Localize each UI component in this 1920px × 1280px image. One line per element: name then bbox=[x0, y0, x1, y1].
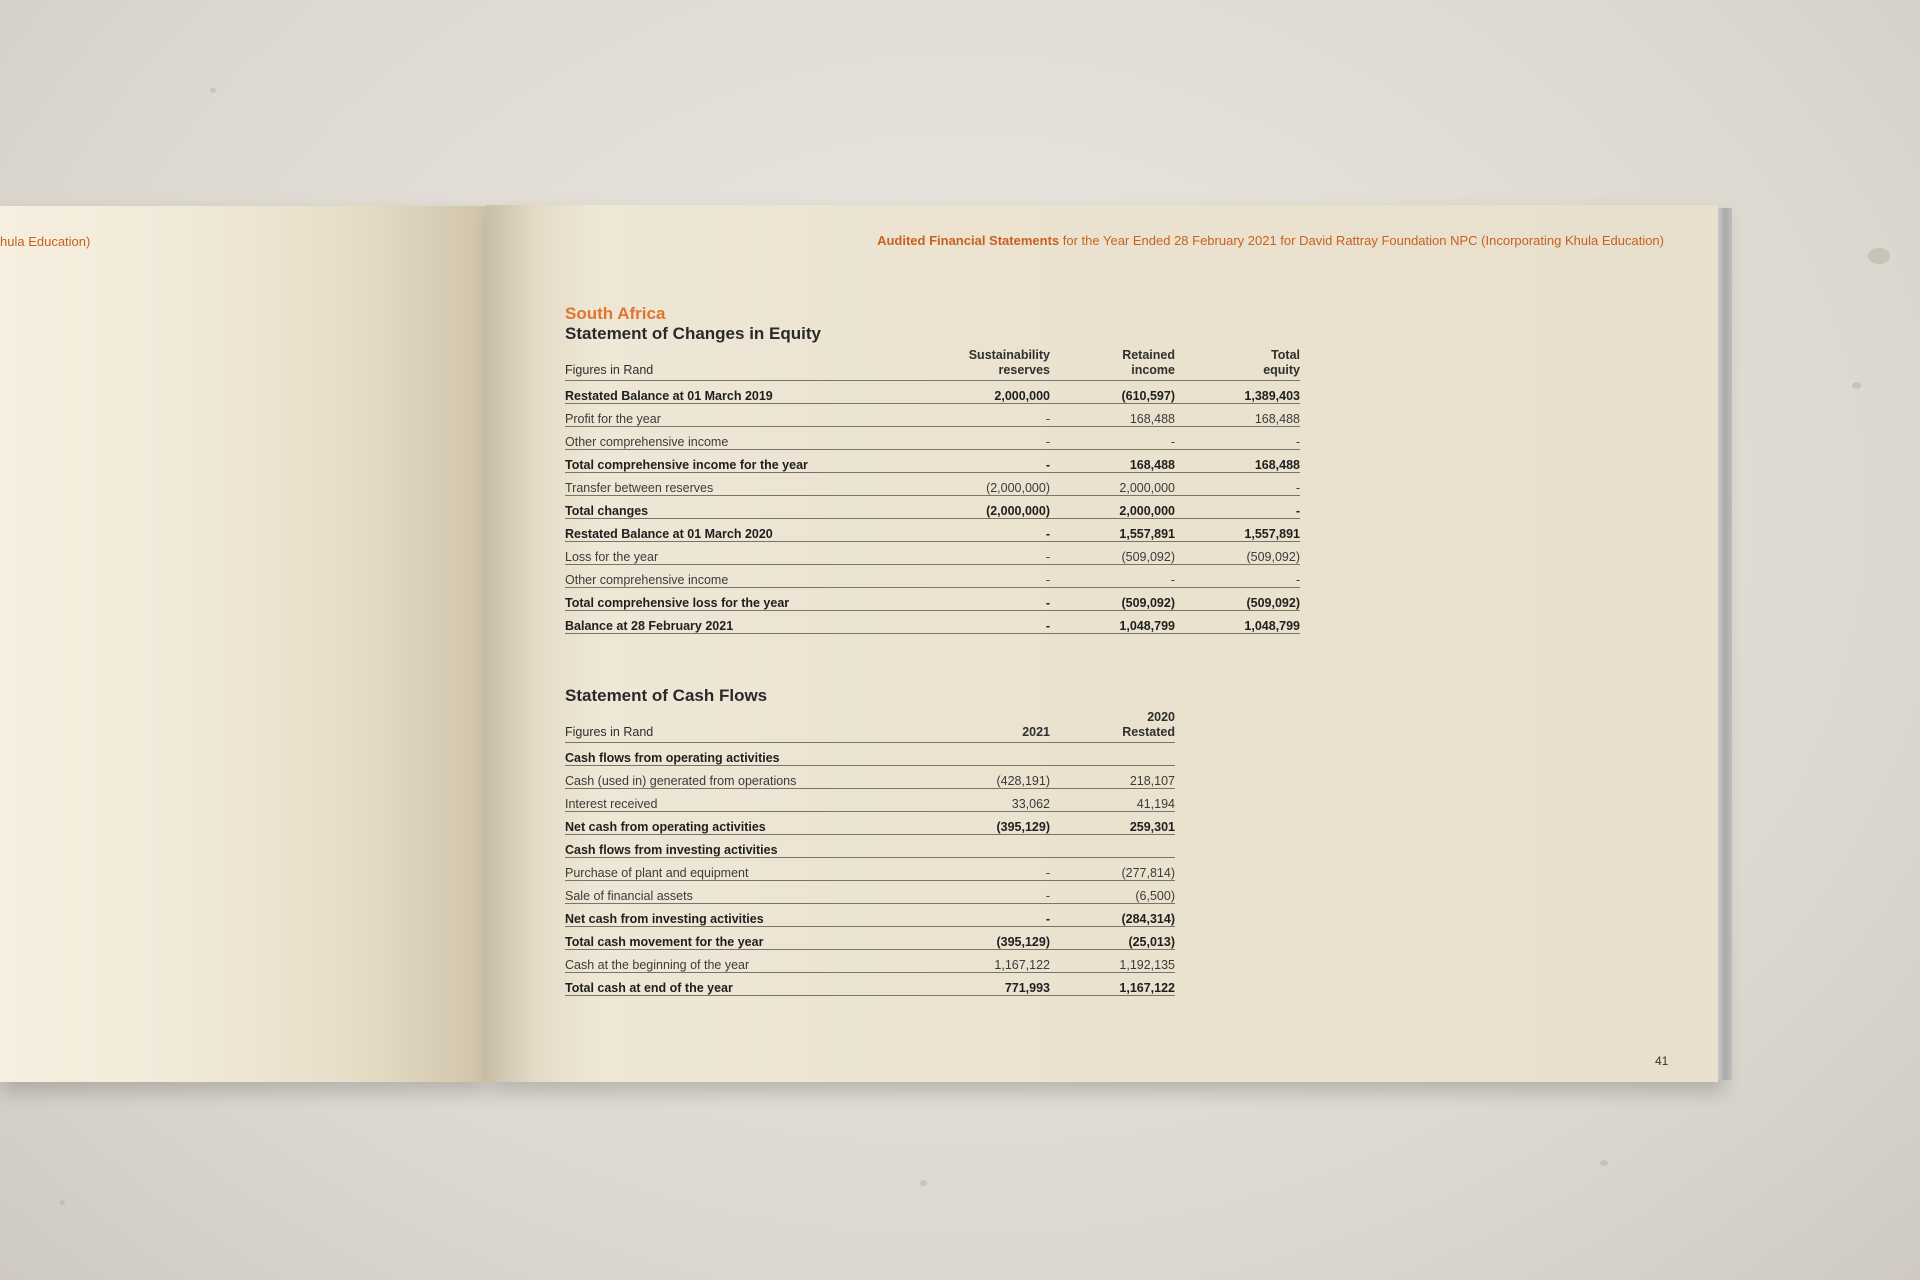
table-row bbox=[565, 565, 1300, 588]
row-label: Loss for the year bbox=[565, 542, 925, 565]
row-value-c2: (284,314) bbox=[1050, 904, 1175, 927]
equity-table bbox=[565, 348, 1300, 634]
row-label: Cash at the beginning of the year bbox=[565, 950, 925, 973]
book-page-edges bbox=[1718, 208, 1732, 1080]
row-value-c2: 2,000,000 bbox=[1050, 473, 1175, 496]
table-row bbox=[565, 812, 1175, 835]
row-label: Total comprehensive loss for the year bbox=[565, 588, 925, 611]
row-value-c2: 259,301 bbox=[1050, 812, 1175, 835]
cashflow-table bbox=[565, 710, 1175, 996]
row-value-c1: - bbox=[925, 588, 1050, 611]
row-value-c2 bbox=[1050, 835, 1175, 858]
table-row bbox=[565, 743, 1175, 766]
equity-header-col3 bbox=[1175, 348, 1300, 381]
background-speck bbox=[1868, 248, 1890, 264]
row-value-c3: 168,488 bbox=[1175, 404, 1300, 427]
row-value-c2: 1,167,122 bbox=[1050, 973, 1175, 996]
row-value-c2: - bbox=[1050, 427, 1175, 450]
row-value-c1: - bbox=[925, 858, 1050, 881]
row-label: Transfer between reserves bbox=[565, 473, 925, 496]
equity-header-col2-line1: Retained bbox=[1122, 348, 1175, 362]
cashflow-header-col2 bbox=[1050, 710, 1175, 743]
row-value-c2: 1,048,799 bbox=[1050, 611, 1175, 634]
row-label: Cash flows from operating activities bbox=[565, 743, 925, 766]
row-value-c1: - bbox=[925, 881, 1050, 904]
row-value-c2: 168,488 bbox=[1050, 404, 1175, 427]
cashflow-header-col1 bbox=[925, 710, 1050, 743]
table-row bbox=[565, 496, 1300, 519]
table-row bbox=[565, 427, 1300, 450]
table-row bbox=[565, 927, 1175, 950]
row-value-c3: - bbox=[1175, 496, 1300, 519]
row-label: Total comprehensive income for the year bbox=[565, 450, 925, 473]
row-value-c2: 168,488 bbox=[1050, 450, 1175, 473]
table-row bbox=[565, 611, 1300, 634]
table-row bbox=[565, 950, 1175, 973]
table-row bbox=[565, 450, 1300, 473]
table-row bbox=[565, 973, 1175, 996]
row-label: Interest received bbox=[565, 789, 925, 812]
row-label: Net cash from operating activities bbox=[565, 812, 925, 835]
row-value-c3: 168,488 bbox=[1175, 450, 1300, 473]
row-value-c1: - bbox=[925, 565, 1050, 588]
row-value-c2: - bbox=[1050, 565, 1175, 588]
row-value-c1: (2,000,000) bbox=[925, 473, 1050, 496]
table-row bbox=[565, 766, 1175, 789]
row-label: Total cash movement for the year bbox=[565, 927, 925, 950]
row-value-c1: - bbox=[925, 450, 1050, 473]
row-label: Cash (used in) generated from operations bbox=[565, 766, 925, 789]
table-row bbox=[565, 881, 1175, 904]
row-value-c1: - bbox=[925, 404, 1050, 427]
row-value-c1: (395,129) bbox=[925, 812, 1050, 835]
row-label: Other comprehensive income bbox=[565, 565, 925, 588]
cashflow-header-col2-line1: 2020 bbox=[1147, 710, 1175, 724]
row-value-c3: 1,048,799 bbox=[1175, 611, 1300, 634]
row-label: Net cash from investing activities bbox=[565, 904, 925, 927]
right-page bbox=[486, 205, 1718, 1082]
cashflow-header-label: Figures in Rand bbox=[565, 710, 925, 743]
row-value-c3: (509,092) bbox=[1175, 542, 1300, 565]
row-value-c3: - bbox=[1175, 427, 1300, 450]
running-header bbox=[877, 233, 1664, 248]
table-row bbox=[565, 404, 1300, 427]
cashflow-table-body bbox=[565, 743, 1175, 996]
row-label: Restated Balance at 01 March 2020 bbox=[565, 519, 925, 542]
row-value-c1: 33,062 bbox=[925, 789, 1050, 812]
background-speck bbox=[60, 1200, 65, 1205]
row-value-c2: (509,092) bbox=[1050, 588, 1175, 611]
equity-header-col1-line1: Sustainability bbox=[968, 348, 1050, 362]
row-label: Balance at 28 February 2021 bbox=[565, 611, 925, 634]
row-label: Sale of financial assets bbox=[565, 881, 925, 904]
table-row bbox=[565, 835, 1175, 858]
cashflow-header-col2-line2: Restated bbox=[1122, 725, 1175, 739]
table-row bbox=[565, 858, 1175, 881]
row-label: Total cash at end of the year bbox=[565, 973, 925, 996]
row-value-c3: (509,092) bbox=[1175, 588, 1300, 611]
equity-header-col3-line1: Total bbox=[1271, 348, 1300, 362]
row-value-c1: - bbox=[925, 519, 1050, 542]
background-speck bbox=[210, 88, 216, 93]
row-value-c2: (6,500) bbox=[1050, 881, 1175, 904]
row-value-c1: 1,167,122 bbox=[925, 950, 1050, 973]
row-value-c1: (395,129) bbox=[925, 927, 1050, 950]
row-value-c1: - bbox=[925, 542, 1050, 565]
region-title: South Africa bbox=[565, 304, 666, 323]
row-label: Other comprehensive income bbox=[565, 427, 925, 450]
row-value-c3: - bbox=[1175, 473, 1300, 496]
equity-header-col1-line2: reserves bbox=[998, 363, 1050, 377]
row-value-c2: (277,814) bbox=[1050, 858, 1175, 881]
row-value-c2 bbox=[1050, 743, 1175, 766]
row-value-c1 bbox=[925, 835, 1050, 858]
table-row bbox=[565, 588, 1300, 611]
row-value-c1: - bbox=[925, 611, 1050, 634]
row-value-c2: 1,557,891 bbox=[1050, 519, 1175, 542]
row-value-c1: - bbox=[925, 427, 1050, 450]
row-value-c3: 1,389,403 bbox=[1175, 381, 1300, 404]
running-header-bold: Audited Financial Statements bbox=[877, 233, 1060, 248]
row-value-c1: - bbox=[925, 904, 1050, 927]
background-speck bbox=[1600, 1160, 1608, 1166]
equity-header-col2-line2: income bbox=[1131, 363, 1175, 377]
row-value-c2: 41,194 bbox=[1050, 789, 1175, 812]
row-value-c2: 218,107 bbox=[1050, 766, 1175, 789]
cashflow-header-col1-line2: 2021 bbox=[1022, 725, 1050, 739]
row-value-c1: 2,000,000 bbox=[925, 381, 1050, 404]
background-speck bbox=[1852, 382, 1861, 389]
table-row bbox=[565, 542, 1300, 565]
equity-header-label: Figures in Rand bbox=[565, 348, 925, 381]
row-value-c3: - bbox=[1175, 565, 1300, 588]
row-label: Total changes bbox=[565, 496, 925, 519]
row-value-c1: (2,000,000) bbox=[925, 496, 1050, 519]
left-page bbox=[0, 206, 486, 1082]
page-number: 41 bbox=[1655, 1054, 1669, 1068]
row-value-c2: (25,013) bbox=[1050, 927, 1175, 950]
cashflow-title: Statement of Cash Flows bbox=[565, 686, 768, 705]
equity-header-col2 bbox=[1050, 348, 1175, 381]
row-label: Profit for the year bbox=[565, 404, 925, 427]
row-value-c2: (610,597) bbox=[1050, 381, 1175, 404]
equity-header-col3-line2: equity bbox=[1263, 363, 1300, 377]
row-value-c2: (509,092) bbox=[1050, 542, 1175, 565]
table-row bbox=[565, 473, 1300, 496]
row-label: Cash flows from investing activities bbox=[565, 835, 925, 858]
equity-table-body bbox=[565, 381, 1300, 634]
row-value-c1 bbox=[925, 743, 1050, 766]
row-value-c1: 771,993 bbox=[925, 973, 1050, 996]
left-running-header: hula Education) bbox=[0, 234, 91, 249]
cashflow-header-row bbox=[565, 710, 1175, 743]
table-row bbox=[565, 904, 1175, 927]
row-value-c2: 1,192,135 bbox=[1050, 950, 1175, 973]
table-row bbox=[565, 519, 1300, 542]
table-row bbox=[565, 381, 1300, 404]
row-value-c1: (428,191) bbox=[925, 766, 1050, 789]
table-row bbox=[565, 789, 1175, 812]
equity-title: Statement of Changes in Equity bbox=[565, 324, 821, 343]
background-speck bbox=[920, 1180, 927, 1186]
equity-header-row bbox=[565, 348, 1300, 381]
row-value-c3: 1,557,891 bbox=[1175, 519, 1300, 542]
running-header-rest: for the Year Ended 28 February 2021 for David Rattray Foundation NPC (Incorporating Khula Education) bbox=[1059, 233, 1664, 248]
row-value-c2: 2,000,000 bbox=[1050, 496, 1175, 519]
row-label: Purchase of plant and equipment bbox=[565, 858, 925, 881]
equity-header-col1 bbox=[925, 348, 1050, 381]
row-label: Restated Balance at 01 March 2019 bbox=[565, 381, 925, 404]
